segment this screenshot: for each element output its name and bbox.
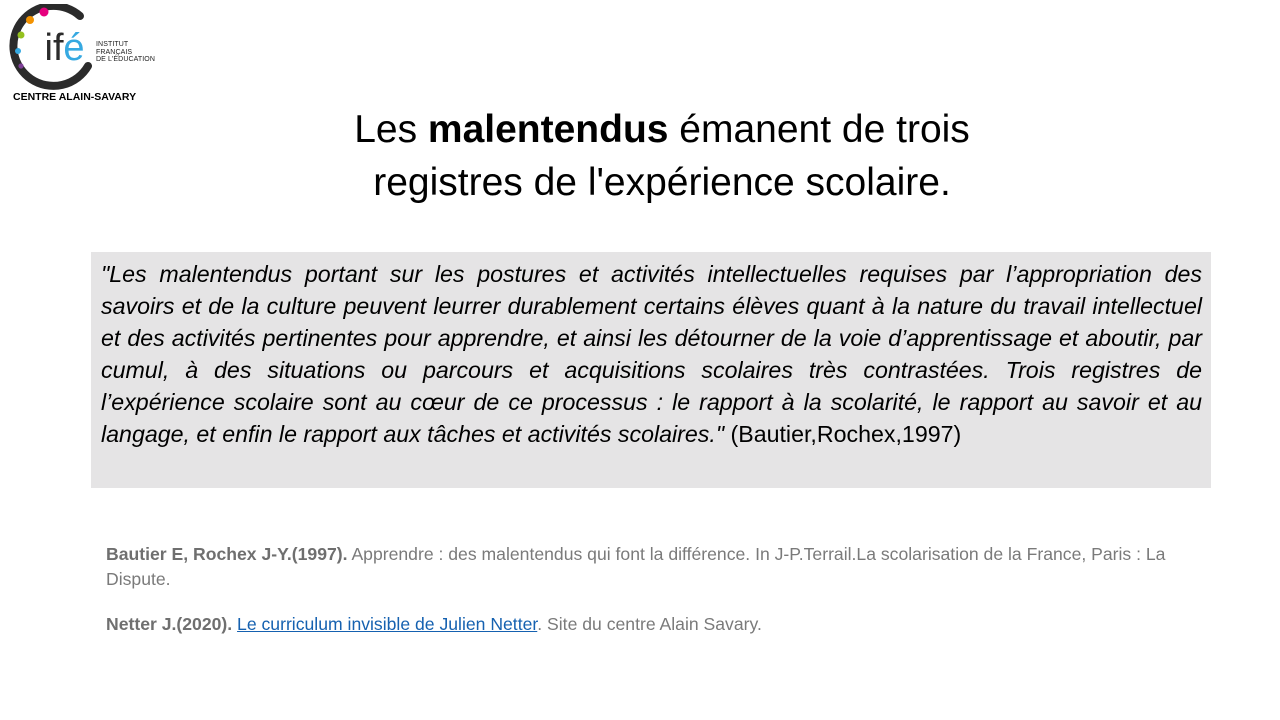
reference-text: . Site du centre Alain Savary. [537,614,762,634]
curriculum-invisible-link[interactable]: Le curriculum invisible de Julien Netter [237,614,538,634]
title-text: Les [354,108,428,151]
svg-text:if: if [44,27,64,69]
logo-line: FRANÇAIS [96,48,133,56]
quote-text [101,258,1202,451]
reference-author: Bautier E, Rochex J-Y.(1997). [106,544,348,564]
logo-centre-name: CENTRE ALAIN-SAVARY [13,91,137,103]
ife-logo-mark [8,4,100,92]
title-line-2: registres de l'expérience scolaire. [373,161,951,204]
references [106,542,1176,657]
reference-item [106,542,1176,592]
reference-author: Netter J.(2020). [106,614,233,634]
quote-citation: (Bautier,Rochex,1997) [724,421,962,448]
title-bold-word: malentendus [427,108,669,151]
slide-title [312,103,1012,209]
reference-item [106,612,1176,637]
reference-text: Apprendre : des malentendus qui font la différence. In J-P.Terrail.La scolarisation de la France, Paris : La Dispute. [106,544,1166,589]
title-text: émanent de trois [668,108,970,151]
logo-line: DE L'ÉDUCATION [96,56,156,63]
svg-text:é: é [63,27,85,69]
logo-line: INSTITUT [96,41,129,48]
quote-box [91,252,1211,488]
title-line-1 [312,103,1012,156]
ife-logo [8,4,158,104]
quote-body: "Les malentendus portant sur les postures et activités intellectuelles requises par l’appropriation des savoirs et de la culture peuvent leurrer durablement certains élèves quant à la nature du travail intellectuel et des activités pertinentes pour apprendre, et ainsi les détourner de la voie d’apprentissage et aboutir, par cumul, à des situations ou parcours et acquisitions scolaires très contrastées. Trois registres de l’expérience scolaire sont au cœur de ce processus : le rapport à la scolarité, le rapport au savoir et au langage, et enfin le rapport aux tâches et activités scolaires." [101,261,1202,448]
logo-institute-name [96,41,155,64]
